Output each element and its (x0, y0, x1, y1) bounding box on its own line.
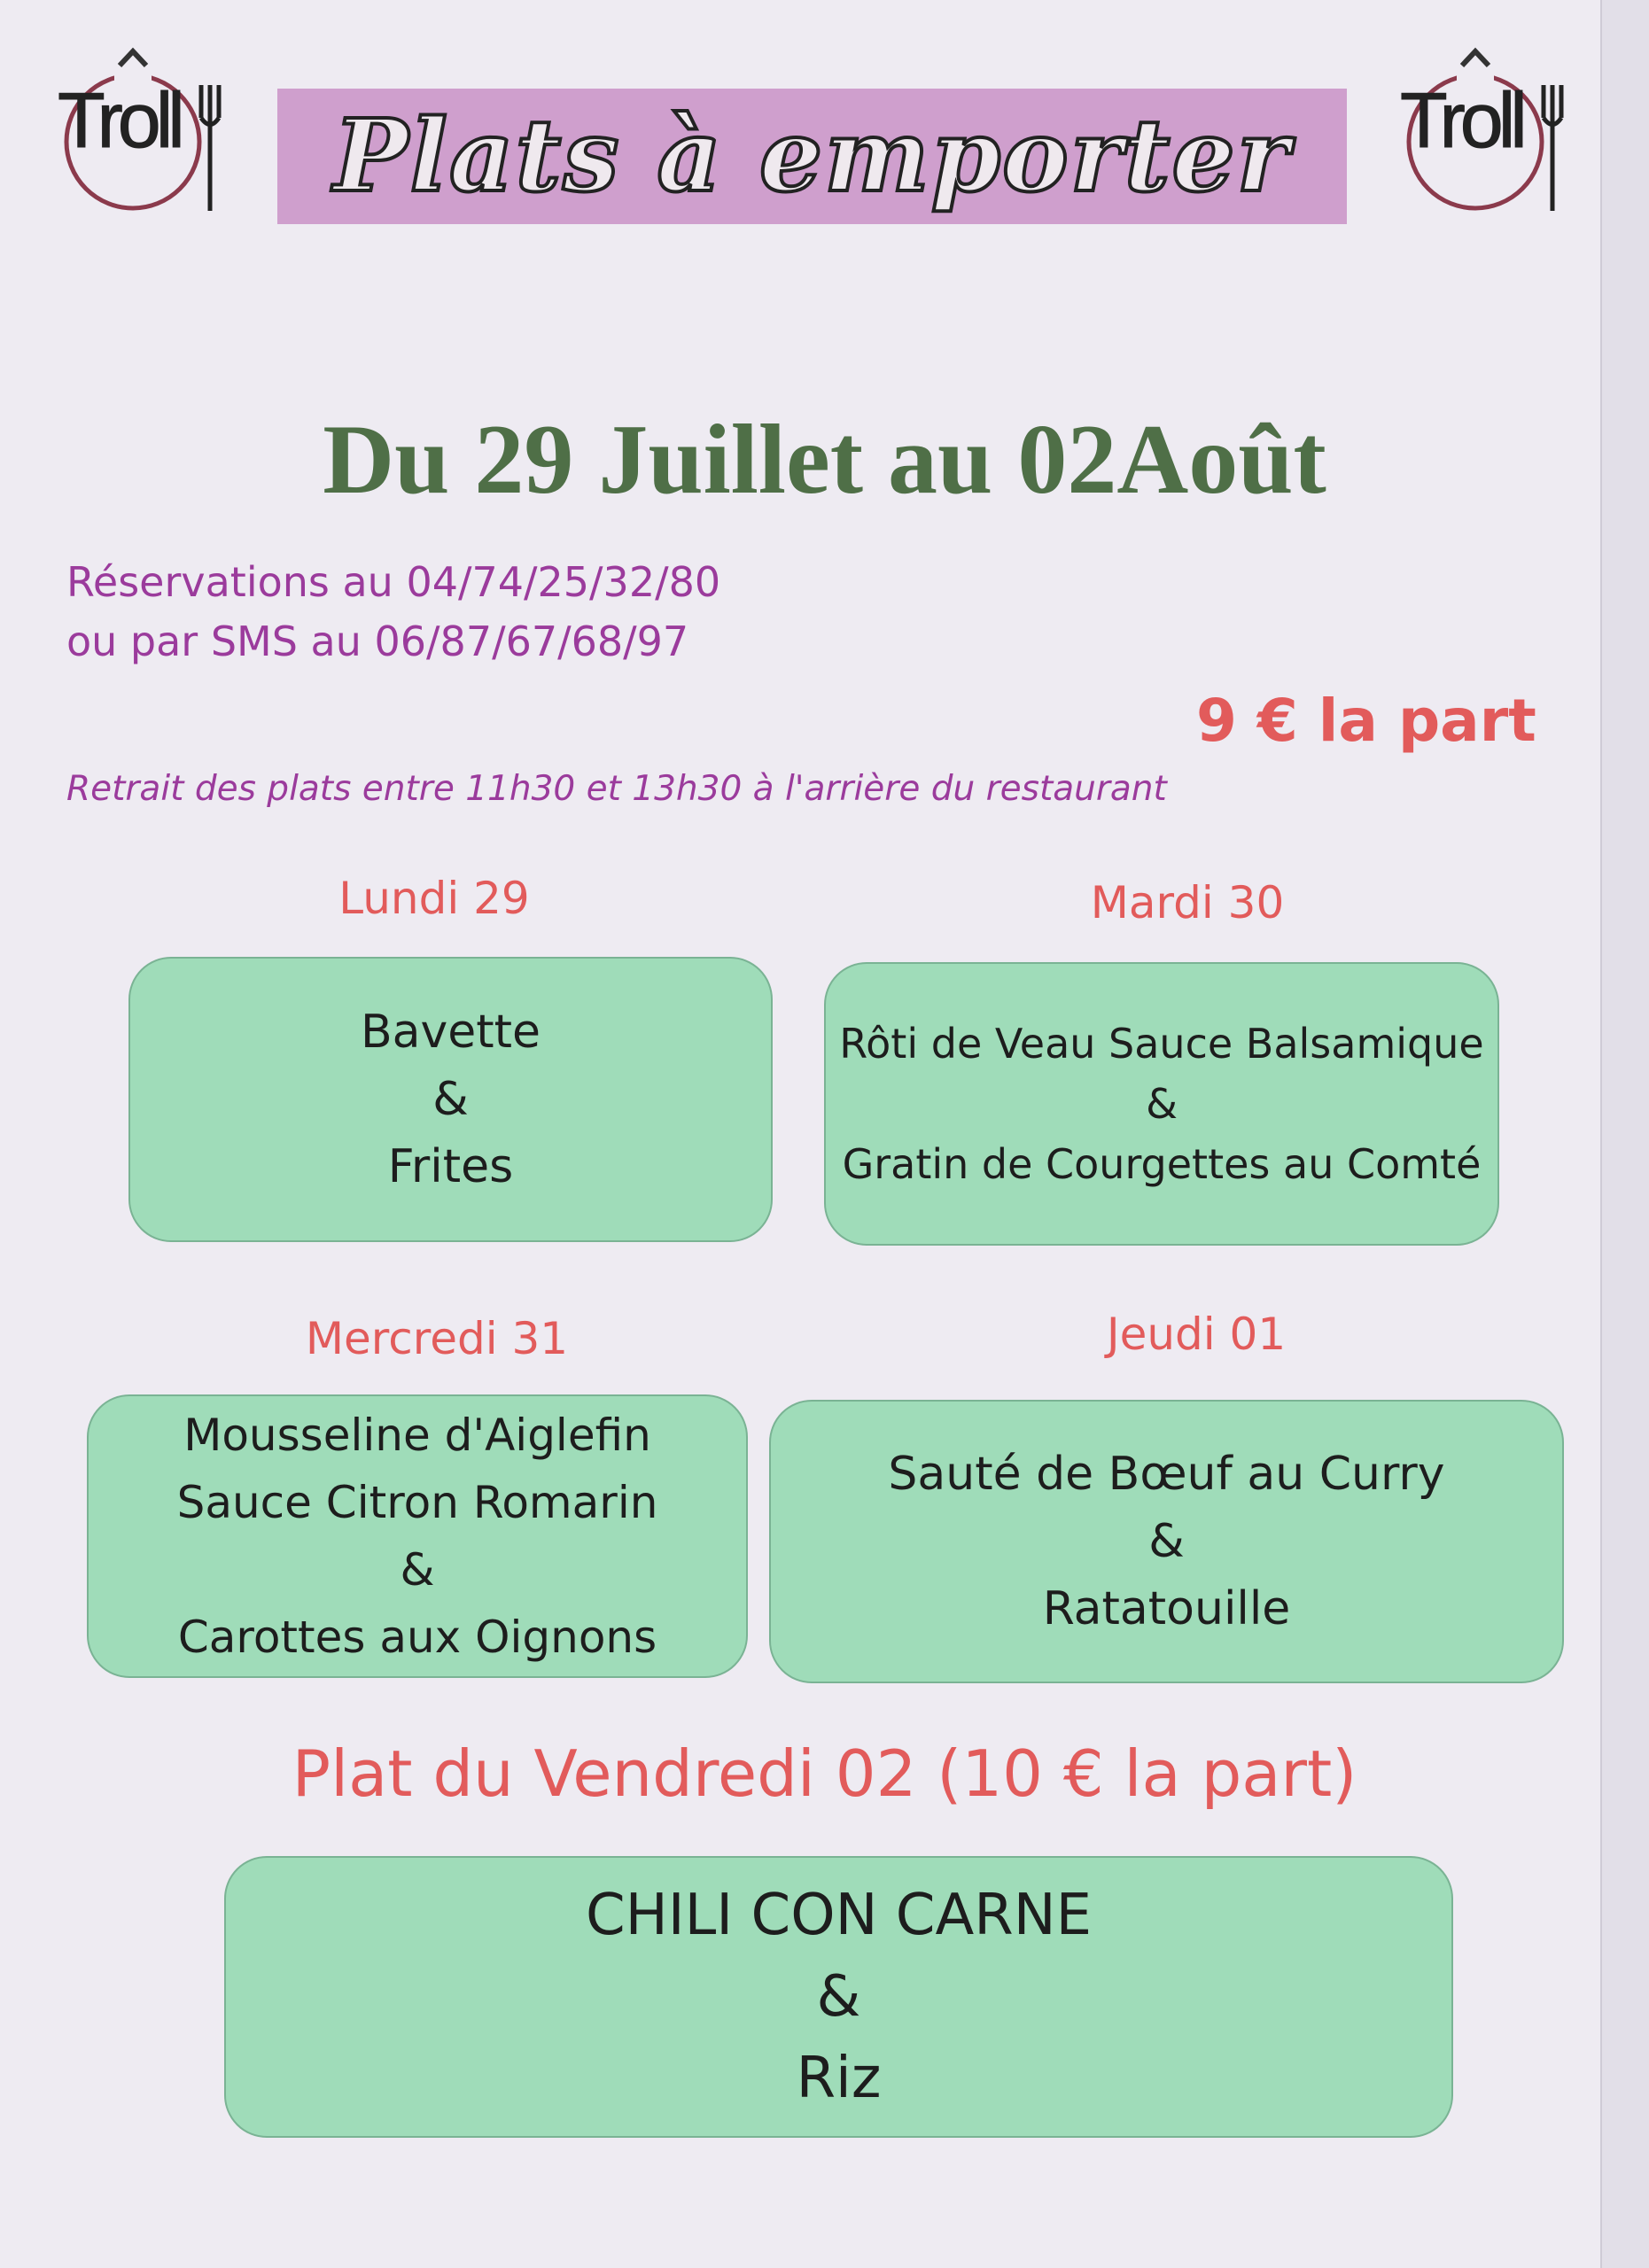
date-range: Du 29 Juillet au 02Août (323, 405, 1326, 515)
troll-logo-left (49, 43, 226, 220)
day-label-mardi: Mardi 30 (1090, 877, 1285, 928)
dish-line: & (1148, 1515, 1185, 1568)
dish-box-mardi (824, 962, 1499, 1246)
price-per-portion: 9 € la part (1196, 687, 1536, 755)
reservation-sms: ou par SMS au 06/87/67/68/97 (66, 617, 689, 665)
dish-line: Sauté de Bœuf au Curry (888, 1448, 1445, 1501)
page-title: Plats à emporter (333, 98, 1291, 214)
dish-line: Sauce Citron Romarin (176, 1477, 658, 1528)
dish-line: Carottes aux Oignons (177, 1612, 657, 1663)
svg-text:Troll: Troll (1400, 76, 1522, 164)
dish-box-lundi (128, 957, 773, 1242)
dish-line: Gratin de Courgettes au Comté (842, 1140, 1482, 1188)
day-label-jeudi: Jeudi 01 (1106, 1309, 1287, 1360)
day-label-lundi: Lundi 29 (338, 873, 530, 924)
dish-line: Riz (796, 2046, 882, 2111)
dish-line: Mousseline d'Aiglefin (183, 1410, 651, 1461)
pickup-info: Retrait des plats entre 11h30 et 13h30 à l'arrière du restaurant (66, 769, 1167, 809)
dish-box-mercredi (87, 1394, 748, 1678)
dish-line: & (400, 1544, 435, 1596)
dish-line: CHILI CON CARNE (585, 1883, 1093, 1948)
background-strip (1602, 0, 1649, 2268)
day-label-mercredi: Mercredi 31 (305, 1313, 569, 1364)
dish-box-jeudi (769, 1400, 1564, 1683)
dish-line: & (432, 1073, 469, 1126)
dish-box-vendredi (224, 1856, 1453, 2138)
dish-line: & (816, 1964, 861, 2030)
svg-text:Troll: Troll (58, 76, 180, 164)
title-banner (277, 89, 1347, 224)
reservation-phone: Réservations au 04/74/25/32/80 (66, 558, 721, 606)
dish-line: Rôti de Veau Sauce Balsamique (839, 1020, 1484, 1068)
dish-line: & (1146, 1080, 1178, 1128)
dish-line: Frites (387, 1140, 514, 1193)
dish-line: Bavette (360, 1006, 541, 1059)
friday-title: Plat du Vendredi 02 (10 € la part) (292, 1736, 1357, 1811)
dish-line: Ratatouille (1042, 1582, 1291, 1635)
troll-logo-right (1391, 43, 1568, 220)
